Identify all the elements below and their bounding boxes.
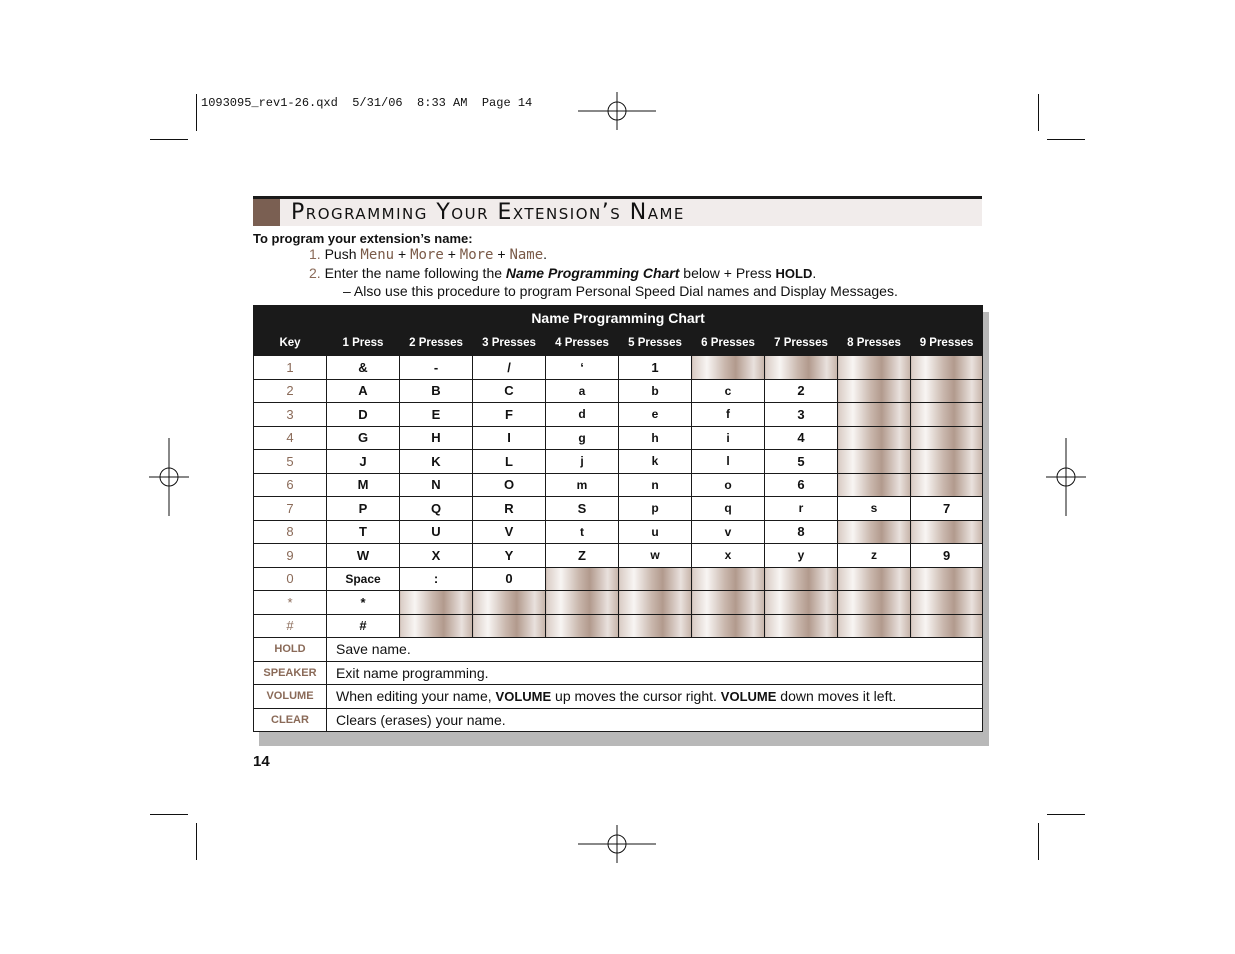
empty-cell xyxy=(838,450,911,474)
empty-cell xyxy=(911,426,983,450)
empty-cell xyxy=(765,567,838,591)
character-cell: t xyxy=(546,520,619,544)
character-cell: D xyxy=(327,403,400,427)
character-cell: z xyxy=(838,544,911,568)
key-cell: 0 xyxy=(254,567,327,591)
function-row xyxy=(254,638,983,662)
character-cell: T xyxy=(327,520,400,544)
character-cell: Y xyxy=(473,544,546,568)
key-cell: * xyxy=(254,591,327,615)
empty-cell xyxy=(911,473,983,497)
plus-sign: + xyxy=(497,246,506,262)
character-cell: r xyxy=(765,497,838,521)
character-cell: m xyxy=(546,473,619,497)
empty-cell xyxy=(911,356,983,380)
character-cell: c xyxy=(692,379,765,403)
name-programming-chart xyxy=(253,305,983,732)
table-row xyxy=(254,379,983,403)
period: . xyxy=(812,265,817,281)
crop-mark xyxy=(1047,139,1085,140)
crop-mark xyxy=(150,139,188,140)
empty-cell xyxy=(619,567,692,591)
empty-cell xyxy=(473,614,546,638)
key-name: VOLUME xyxy=(720,689,777,705)
character-cell: I xyxy=(473,426,546,450)
character-cell: P xyxy=(327,497,400,521)
character-cell: 6 xyxy=(765,473,838,497)
column-header: 7 Presses xyxy=(765,331,838,356)
character-cell: X xyxy=(400,544,473,568)
character-cell: O xyxy=(473,473,546,497)
crop-mark xyxy=(196,94,197,131)
step-text: below + Press xyxy=(683,265,772,281)
function-row xyxy=(254,708,983,732)
character-cell: e xyxy=(619,403,692,427)
character-cell: ‘ xyxy=(546,356,619,380)
character-cell: 8 xyxy=(765,520,838,544)
empty-cell xyxy=(838,591,911,615)
empty-cell xyxy=(911,379,983,403)
character-cell: k xyxy=(619,450,692,474)
file-slug: 1093095_rev1-26.qxd 5/31/06 8:33 AM Page 14 xyxy=(201,96,533,110)
table-row xyxy=(254,520,983,544)
crop-mark xyxy=(150,814,188,815)
table-row xyxy=(254,591,983,615)
empty-cell xyxy=(838,567,911,591)
page-number: 14 xyxy=(253,753,270,770)
key-cell: 6 xyxy=(254,473,327,497)
table-row xyxy=(254,614,983,638)
empty-cell xyxy=(546,614,619,638)
character-cell: w xyxy=(619,544,692,568)
column-header: 3 Presses xyxy=(473,331,546,356)
table-row xyxy=(254,426,983,450)
key-cell: # xyxy=(254,614,327,638)
step-text: Enter the name following the xyxy=(324,265,503,281)
character-cell: E xyxy=(400,403,473,427)
header-swatch xyxy=(253,199,280,226)
character-cell: i xyxy=(692,426,765,450)
function-description xyxy=(327,708,983,732)
character-cell: S xyxy=(546,497,619,521)
description-text: Clears (erases) your name. xyxy=(336,711,506,728)
character-cell: v xyxy=(692,520,765,544)
character-cell: U xyxy=(400,520,473,544)
menu-key-label: Menu xyxy=(360,247,395,263)
character-cell: 0 xyxy=(473,567,546,591)
key-name: VOLUME xyxy=(495,689,552,705)
character-cell: 2 xyxy=(765,379,838,403)
key-cell: 8 xyxy=(254,520,327,544)
registration-mark-icon xyxy=(149,438,189,516)
character-cell: s xyxy=(838,497,911,521)
character-cell: g xyxy=(546,426,619,450)
function-row xyxy=(254,661,983,685)
chart-reference: Name Programming Chart xyxy=(505,265,680,281)
empty-cell xyxy=(838,614,911,638)
character-cell: 7 xyxy=(911,497,983,521)
plus-sign: + xyxy=(447,246,456,262)
empty-cell xyxy=(546,567,619,591)
character-cell: K xyxy=(400,450,473,474)
empty-cell xyxy=(838,379,911,403)
empty-cell xyxy=(400,591,473,615)
key-cell: 1 xyxy=(254,356,327,380)
column-header: 2 Presses xyxy=(400,331,473,356)
character-cell: C xyxy=(473,379,546,403)
character-cell: 4 xyxy=(765,426,838,450)
step-number: 1. xyxy=(309,246,321,262)
character-cell: Q xyxy=(400,497,473,521)
character-cell: : xyxy=(400,567,473,591)
key-cell: 4 xyxy=(254,426,327,450)
character-cell: V xyxy=(473,520,546,544)
table-row xyxy=(254,567,983,591)
character-cell: 9 xyxy=(911,544,983,568)
empty-cell xyxy=(400,614,473,638)
column-header: 6 Presses xyxy=(692,331,765,356)
description-text: When editing your name, xyxy=(336,688,496,705)
character-cell: x xyxy=(692,544,765,568)
description-text: down moves it left. xyxy=(776,688,897,705)
character-cell: 5 xyxy=(765,450,838,474)
character-cell: b xyxy=(619,379,692,403)
empty-cell xyxy=(838,520,911,544)
empty-cell xyxy=(765,614,838,638)
character-cell: L xyxy=(473,450,546,474)
page-title: Programming Your Extension’s Name xyxy=(291,200,685,225)
description-text: Save name. xyxy=(336,641,411,658)
character-cell: y xyxy=(765,544,838,568)
empty-cell xyxy=(911,591,983,615)
character-cell: 3 xyxy=(765,403,838,427)
empty-cell xyxy=(692,614,765,638)
registration-mark-icon xyxy=(1046,438,1086,516)
more-key-label: More xyxy=(459,247,494,263)
registration-mark-icon xyxy=(578,92,656,130)
character-cell: G xyxy=(327,426,400,450)
character-cell: o xyxy=(692,473,765,497)
character-cell: H xyxy=(400,426,473,450)
empty-cell xyxy=(838,356,911,380)
column-header-row xyxy=(254,331,983,356)
character-cell: Space xyxy=(327,567,400,591)
character-cell: B xyxy=(400,379,473,403)
empty-cell xyxy=(838,426,911,450)
empty-cell xyxy=(765,591,838,615)
character-cell: - xyxy=(400,356,473,380)
character-cell: f xyxy=(692,403,765,427)
function-key-cell: CLEAR xyxy=(254,708,327,732)
character-cell: h xyxy=(619,426,692,450)
character-cell: Z xyxy=(546,544,619,568)
column-header: 8 Presses xyxy=(838,331,911,356)
crop-mark xyxy=(1047,814,1085,815)
character-cell: J xyxy=(327,450,400,474)
character-cell: F xyxy=(473,403,546,427)
character-cell: N xyxy=(400,473,473,497)
character-cell: / xyxy=(473,356,546,380)
function-description xyxy=(327,661,983,685)
function-description xyxy=(327,685,983,709)
key-cell: 9 xyxy=(254,544,327,568)
character-cell: 1 xyxy=(619,356,692,380)
table-row xyxy=(254,403,983,427)
table-row xyxy=(254,544,983,568)
key-cell: 7 xyxy=(254,497,327,521)
function-key-cell: HOLD xyxy=(254,638,327,662)
character-cell: * xyxy=(327,591,400,615)
empty-cell xyxy=(838,403,911,427)
registration-mark-icon xyxy=(578,825,656,863)
column-header: 4 Presses xyxy=(546,331,619,356)
section-header xyxy=(253,196,982,226)
empty-cell xyxy=(765,356,838,380)
character-cell: a xyxy=(546,379,619,403)
character-cell: l xyxy=(692,450,765,474)
empty-cell xyxy=(692,356,765,380)
crop-mark xyxy=(1038,823,1039,860)
description-text: up moves the cursor right. xyxy=(551,688,721,705)
description-text: Exit name programming. xyxy=(336,664,489,681)
hold-key-label: HOLD xyxy=(775,266,813,281)
empty-cell xyxy=(619,614,692,638)
table-row xyxy=(254,450,983,474)
character-cell: # xyxy=(327,614,400,638)
character-cell: u xyxy=(619,520,692,544)
name-key-label: Name xyxy=(509,247,544,263)
function-row xyxy=(254,685,983,709)
empty-cell xyxy=(692,567,765,591)
character-cell: q xyxy=(692,497,765,521)
character-cell: n xyxy=(619,473,692,497)
character-cell: d xyxy=(546,403,619,427)
function-description xyxy=(327,638,983,662)
step-2 xyxy=(309,265,816,281)
empty-cell xyxy=(546,591,619,615)
table-row xyxy=(254,356,983,380)
function-key-cell: VOLUME xyxy=(254,685,327,709)
function-key-cell: SPEAKER xyxy=(254,661,327,685)
empty-cell xyxy=(692,591,765,615)
empty-cell xyxy=(473,591,546,615)
character-cell: M xyxy=(327,473,400,497)
empty-cell xyxy=(838,473,911,497)
character-cell: A xyxy=(327,379,400,403)
crop-mark xyxy=(1038,94,1039,131)
key-cell: 2 xyxy=(254,379,327,403)
more-key-label: More xyxy=(410,247,444,263)
step-text: Push xyxy=(324,246,357,262)
step-1 xyxy=(309,246,547,263)
empty-cell xyxy=(911,520,983,544)
character-cell: & xyxy=(327,356,400,380)
empty-cell xyxy=(619,591,692,615)
empty-cell xyxy=(911,614,983,638)
crop-mark xyxy=(196,823,197,860)
character-cell: j xyxy=(546,450,619,474)
plus-sign: + xyxy=(398,246,407,262)
empty-cell xyxy=(911,567,983,591)
intro-text: To program your extension’s name: xyxy=(253,231,473,246)
key-cell: 3 xyxy=(254,403,327,427)
table-row xyxy=(254,473,983,497)
column-header: 5 Presses xyxy=(619,331,692,356)
table-row xyxy=(254,497,983,521)
column-header: 1 Press xyxy=(327,331,400,356)
character-cell: R xyxy=(473,497,546,521)
step-number: 2. xyxy=(309,265,321,281)
column-header: 9 Presses xyxy=(911,331,983,356)
key-cell: 5 xyxy=(254,450,327,474)
empty-cell xyxy=(911,450,983,474)
chart-caption: Name Programming Chart xyxy=(254,306,983,331)
column-header: Key xyxy=(254,331,327,356)
empty-cell xyxy=(911,403,983,427)
sub-note: – Also use this procedure to program Personal Speed Dial names and Display Messages. xyxy=(343,283,898,299)
character-cell: p xyxy=(619,497,692,521)
period: . xyxy=(543,246,548,262)
character-cell: W xyxy=(327,544,400,568)
